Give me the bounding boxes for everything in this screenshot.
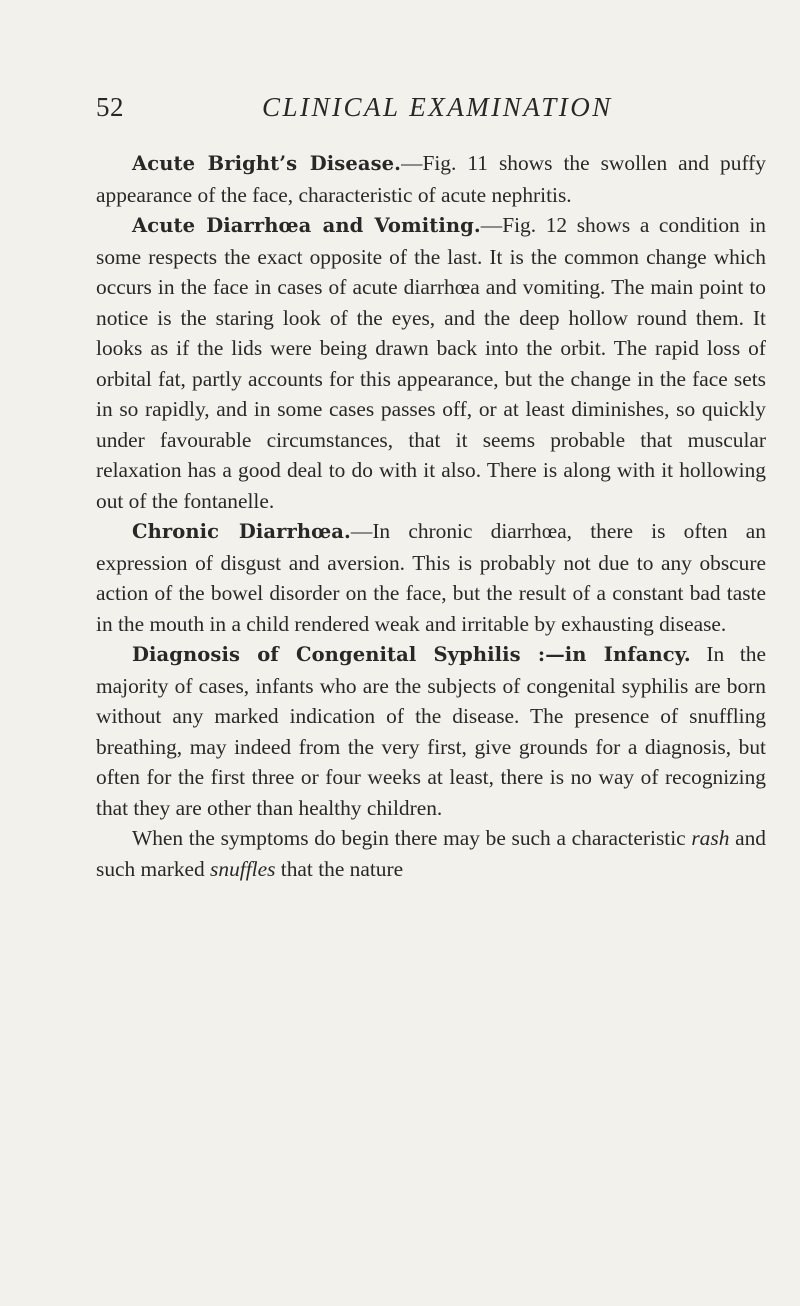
paragraph-text: —Fig. 12 shows a condition in some respects the exact opposite of the last. It is the common change which occurs in the face in cases of acute diarrhœa and vomiting. The main point to notice is the staring look of the eyes, and the deep hollow round them. It looks as if the lids were being drawn back into the orbit. The rapid loss of orbital fat, partly accounts for this appearance, but the change in the face sets in so rapidly, and in some cases passes off, or at least diminishes, so quickly under favourable circumstances, that it seems probable that muscular relaxation has a good deal to do with it also. There is along with it hollowing out of the fontanelle. xyxy=(96,213,766,513)
paragraph-heading: Diagnosis of Congenital Syphilis :—in Infancy. xyxy=(132,643,691,666)
paragraph-text: In the majority of cases, infants who are the subjects of congenital syphilis are born without any marked indication of the disease. The presence of snuffling breathing, may indeed from the very first, give grounds for a diagnosis, but often for the first three or four weeks at least, there is no way of recognizing that they are other than healthy children. xyxy=(96,642,766,820)
paragraph-acute-diarrhoea-vomiting xyxy=(96,210,766,516)
paragraph-text: that the nature xyxy=(275,856,404,881)
page-header xyxy=(96,92,736,132)
paragraph-text: —In chronic diarrhœa, there is often an expression of disgust and aversion. This is probably not due to any obscure action of the bowel disorder on the face, but the result of a constant bad taste in the mouth in a child rendered weak and irritable by exhausting disease. xyxy=(96,519,766,636)
paragraph-heading: Chronic Diarrhœa. xyxy=(132,520,351,543)
italic-term-rash: rash xyxy=(691,826,730,850)
paragraph-text: —Fig. 11 shows the swollen and puffy appearance of the face, characteristic of acute nephritis. xyxy=(96,151,766,207)
paragraph-text: When the symptoms do begin there may be such a characteristic xyxy=(132,826,692,850)
body-text xyxy=(96,148,766,884)
paragraph-acute-brights-disease xyxy=(96,148,766,210)
paragraph-text: and such marked xyxy=(96,826,767,881)
paragraph-congenital-syphilis xyxy=(96,639,766,823)
italic-term-snuffles: snuffles xyxy=(210,856,276,881)
page-number: 52 xyxy=(96,92,124,122)
paragraph-symptoms xyxy=(96,823,766,884)
paragraph-chronic-diarrhoea xyxy=(96,516,766,639)
paragraph-heading: Acute Diarrhœa and Vomiting. xyxy=(132,214,481,237)
paragraph-heading: Acute Bright’s Disease. xyxy=(132,152,402,175)
running-head: CLINICAL EXAMINATION xyxy=(262,92,613,122)
